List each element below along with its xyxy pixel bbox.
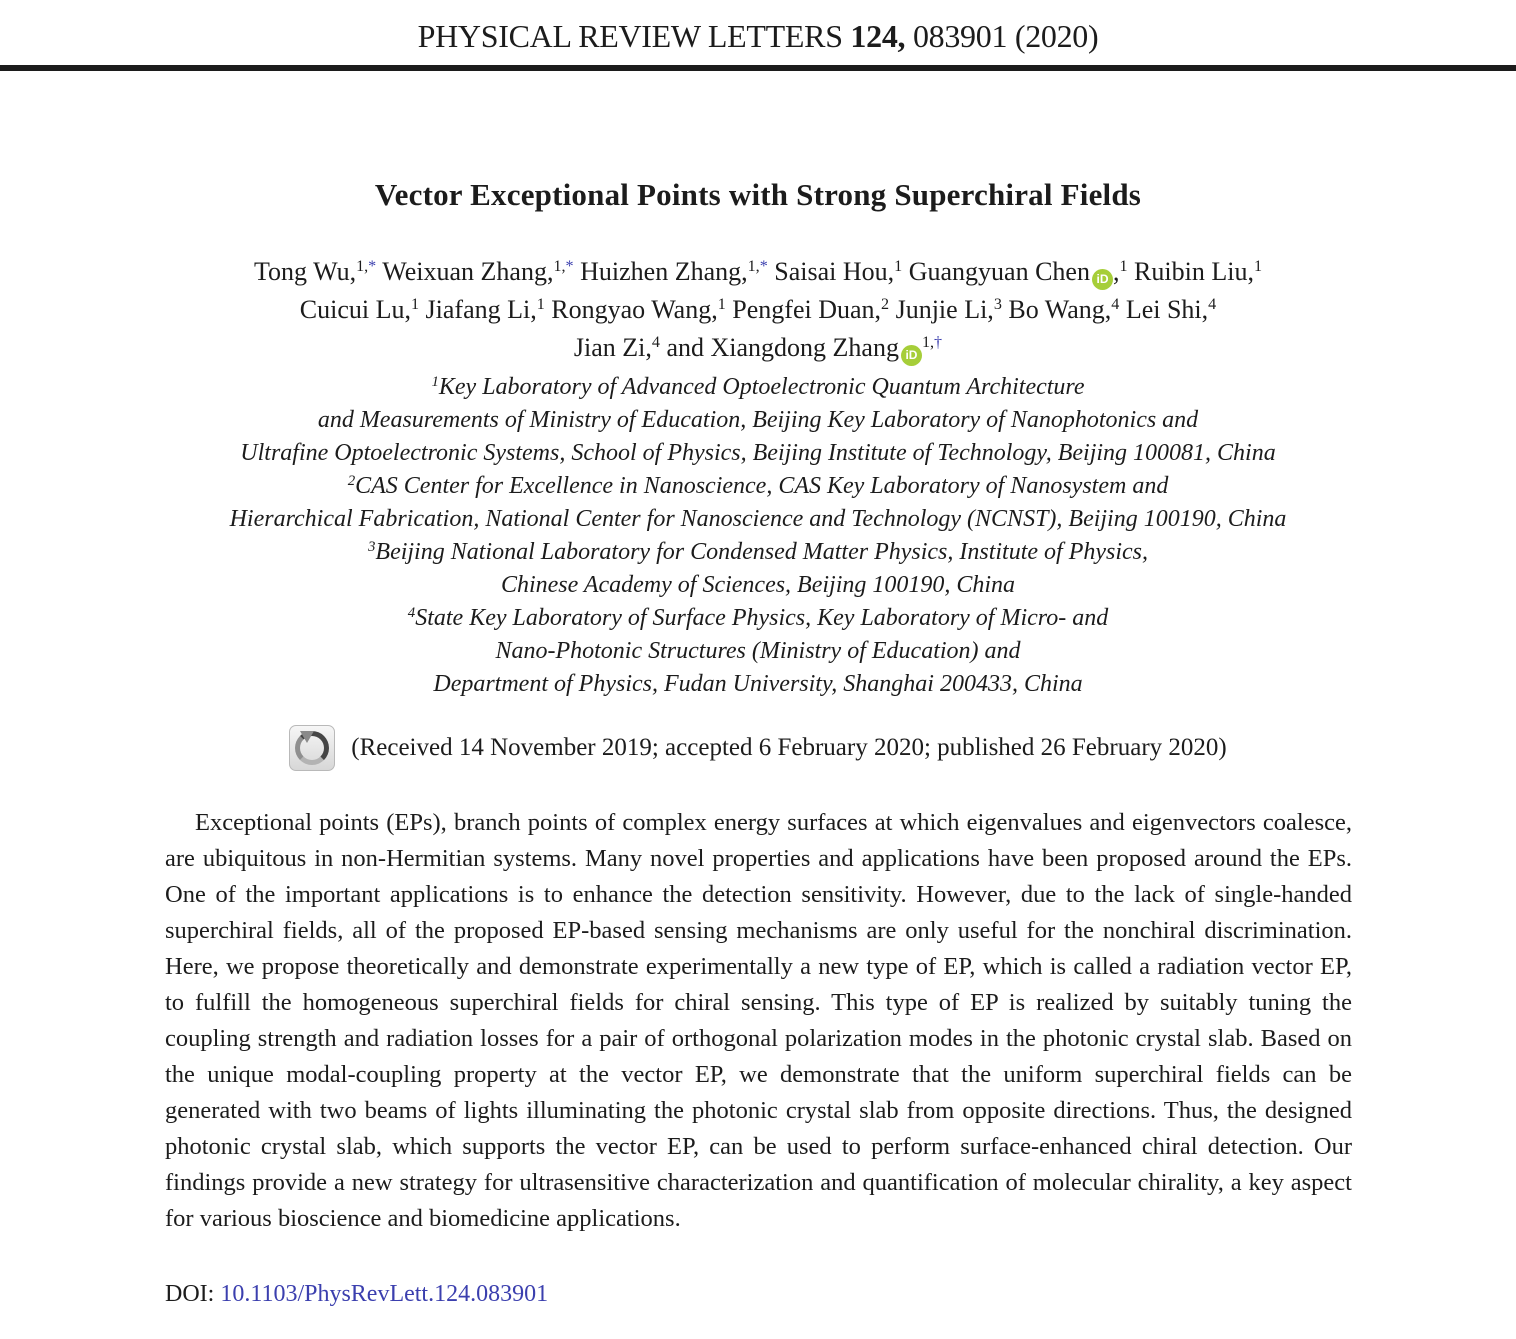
orcid-icon[interactable]: iD — [901, 345, 922, 366]
affiliation-number: 4 — [1208, 296, 1217, 314]
affiliation-line: and Measurements of Ministry of Education, Beijing Key Laboratory of Nanophotonics and — [317, 407, 1199, 433]
author-superscript — [1208, 296, 1216, 313]
affiliation-number: 1, — [747, 258, 760, 276]
author-superscript — [553, 258, 573, 275]
affiliation-superscript: 2 — [347, 472, 356, 489]
author-name: Ruibin Liu, — [1134, 257, 1254, 286]
affiliation-line: $^4$State Key Laboratory of Surface Physics, Key Laboratory of Micro- and — [407, 604, 1109, 631]
paper-title: Vector Exceptional Points with Strong Superchiral Fields — [374, 177, 1142, 212]
author-name: Cuicui Lu, — [299, 295, 411, 324]
author-name: Tong Wu, — [253, 257, 357, 286]
affiliation-superscript: 3 — [367, 538, 376, 555]
abstract-text: Exceptional points (EPs), branch points of complex energy surfaces at which eigenvalues and eigenvectors coalesce, are ubiquitous in non-Hermitian systems. Many novel properties and applications have been proposed around the EPs. One of the important applications is to enhance the detection sensitivity. However, due to the lack of single-handed superchiral fields, all of the proposed EP-based sensing mechanisms are only useful for the nonchiral discrimination. Here, we propose theoretically and demonstrate experimentally a new type of EP, which is called a radiation vector EP, to fulfill the homogeneous superchiral fields for chiral sensing. This type of EP is realized by suitably tuning the coupling strength and radiation losses for a pair of orthogonal polarization modes in the photonic crystal slab. Based on the unique modal-coupling property at the vector EP, we demonstrate that the uniform superchiral fields can be generated with two beams of lights illuminating the photonic crystal slab from opposite directions. Thus, the designed photonic crystal slab, which supports the vector EP, can be used to perform surface-enhanced chiral detection. Our findings provide a new strategy for ultrasensitive characterization and quantification of molecular chirality, a key aspect for various bioscience and biomedicine applications. — [165, 809, 1352, 1232]
author-superscript — [356, 258, 376, 275]
affiliation-line: Nano-Photonic Structures (Ministry of Education) and — [495, 638, 1021, 664]
author-name: Weixuan Zhang, — [382, 257, 554, 286]
footnote-mark[interactable]: † — [934, 334, 943, 352]
author-superscript — [1111, 296, 1119, 313]
footnote-mark[interactable]: * — [759, 258, 768, 276]
author-superscript — [1254, 258, 1262, 275]
crossmark-triangle-icon — [300, 731, 314, 743]
author-block — [0, 253, 1516, 367]
affiliation-number: 1 — [717, 296, 726, 314]
author-name: Jiafang Li, — [425, 295, 537, 324]
affiliation-number: 1, — [921, 334, 935, 352]
affiliation-line: $^1$Key Laboratory of Advanced Optoelectronic Quantum Architecture — [431, 373, 1085, 400]
affiliation-number: 1 — [1119, 258, 1128, 276]
affiliation-line: $^3$Beijing National Laboratory for Condensed Matter Physics, Institute of Physics, — [367, 538, 1149, 565]
affiliation-line: Ultrafine Optoelectronic Systems, School of Physics, Beijing Institute of Technology, Beijing 100081, China — [240, 440, 1276, 466]
author-superscript — [718, 296, 726, 313]
affiliation-number: 2 — [881, 296, 890, 314]
affiliation-number: 4 — [651, 334, 660, 352]
author-name: Lei Shi, — [1125, 295, 1209, 324]
affiliation-number: 1 — [894, 258, 903, 276]
author-superscript — [994, 296, 1002, 313]
author-superscript — [411, 296, 419, 313]
author-superscript — [894, 258, 902, 275]
author-name: Guangyuan Chen — [908, 257, 1090, 286]
affiliation-number: 1 — [536, 296, 545, 314]
journal-header — [0, 0, 1516, 55]
author-name: Xiangdong Zhang — [710, 333, 899, 362]
affiliation-number: 1, — [553, 258, 566, 276]
doi-label: DOI: — [165, 1281, 215, 1307]
journal-volume: 124, — [850, 18, 906, 54]
author-name: Junjie Li, — [895, 295, 994, 324]
author-name: Bo Wang, — [1008, 295, 1112, 324]
affiliation-line: Hierarchical Fabrication, National Center for Nanoscience and Technology (NCNST), Beijing 100190, China — [229, 506, 1287, 532]
author-superscript — [922, 334, 942, 351]
author-name: Jian Zi, — [573, 333, 652, 362]
affiliation-superscript: 4 — [407, 604, 416, 621]
author-name: Rongyao Wang, — [551, 295, 718, 324]
author-superscript — [1119, 258, 1127, 275]
crossmark-icon[interactable] — [289, 725, 335, 771]
doi-link[interactable]: 10.1103/PhysRevLett.124.083901 — [220, 1281, 549, 1307]
author-line: Jian Zi,$^4$ and Xiangdong Zhang $iD^{1,\dagger}$ — [0, 329, 1516, 367]
author-superscript — [748, 258, 768, 275]
footnote-mark[interactable]: * — [565, 258, 574, 276]
journal-article-number: 083901 (2020) — [912, 18, 1099, 54]
affiliation-number: 4 — [1111, 296, 1120, 314]
journal-name: PHYSICAL REVIEW LETTERS — [417, 18, 843, 54]
received-row — [0, 725, 1516, 771]
author-superscript — [652, 334, 660, 351]
affiliation-line: Chinese Academy of Sciences, Beijing 100190, China — [500, 572, 1016, 598]
author-name: Huizhen Zhang, — [580, 257, 748, 286]
author-name: Saisai Hou, — [774, 257, 895, 286]
journal-header-space2 — [905, 18, 913, 54]
doi-line — [165, 1281, 1351, 1308]
affiliation-block — [0, 371, 1516, 701]
affiliation-superscript: 1 — [431, 373, 439, 390]
orcid-icon[interactable]: iD — [1092, 269, 1113, 290]
footnote-mark[interactable]: * — [368, 258, 377, 276]
received-dates: (Received 14 November 2019; accepted 6 February 2020; published 26 February 2020) — [351, 734, 1227, 761]
affiliation-number: 1 — [1253, 258, 1263, 276]
author-line: Tong Wu,$^{1,*}$ Weixuan Zhang,$^{1,*}$ Huizhen Zhang,$^{1,*}$ Saisai Hou,$^1$ Guangyuan Chen iD ,$^1$ Ruibin Liu,$^1$ — [0, 253, 1516, 291]
header-rule — [0, 65, 1516, 71]
author-name: Pengfei Duan, — [732, 295, 882, 324]
affiliation-number: 1 — [410, 296, 420, 314]
author-superscript — [537, 296, 545, 313]
author-line — [0, 291, 1516, 329]
affiliation-number: 1, — [356, 258, 369, 276]
affiliation-line: Department of Physics, Fudan University, Shanghai 200433, China — [433, 671, 1083, 697]
affiliation-line: $^2$CAS Center for Excellence in Nanoscience, CAS Key Laboratory of Nanosystem and — [347, 472, 1169, 499]
affiliation-number: 3 — [993, 296, 1002, 314]
author-superscript — [881, 296, 889, 313]
